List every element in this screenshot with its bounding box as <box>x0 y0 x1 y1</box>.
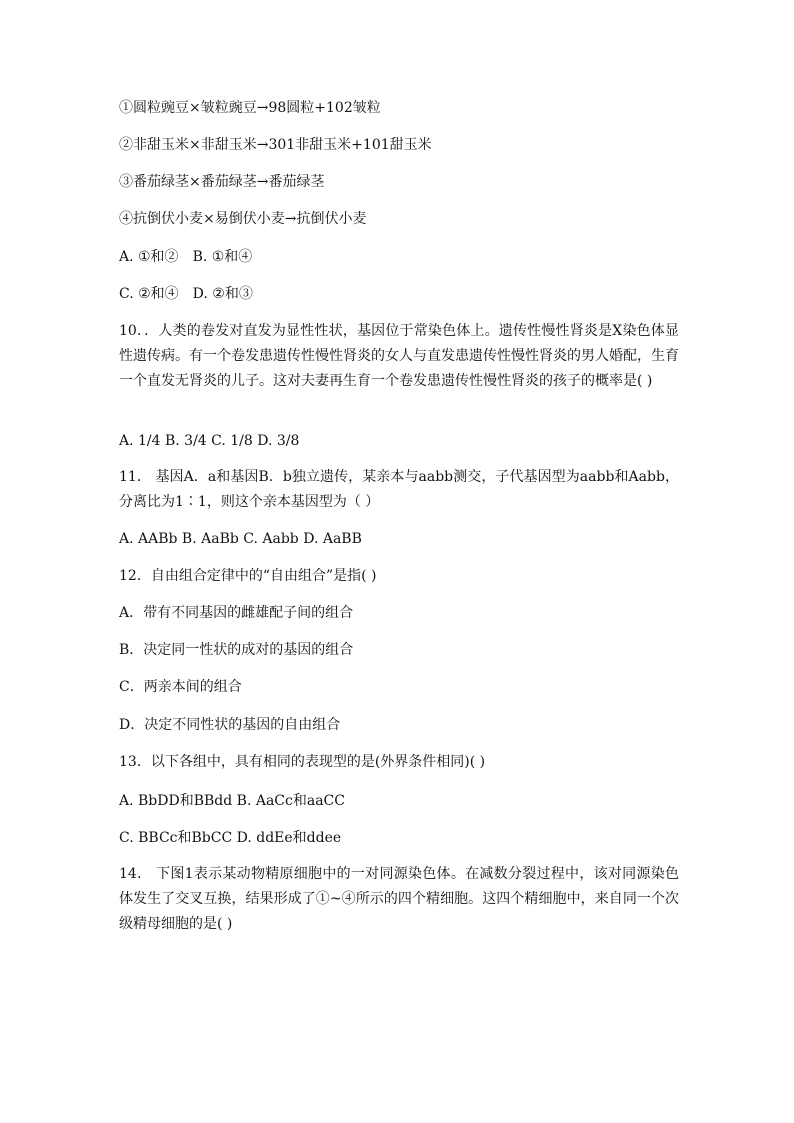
q9-option-b: B. ①和④ <box>192 249 253 265</box>
cross-item-2: ②非甜玉米×非甜玉米→301非甜玉米+101甜玉米 <box>119 137 432 153</box>
q12-stem: 12．自由组合定律中的“自由组合”是指( ) <box>119 568 377 584</box>
cross-item-1: ①圆粒豌豆×皱粒豌豆→98圆粒+102皱粒 <box>119 100 381 116</box>
cross-item-3: ③番茄绿茎×番茄绿茎→番茄绿茎 <box>119 174 325 190</box>
q12-option-d: D．决定不同性状的基因的自由组合 <box>119 717 341 733</box>
q12-option-c: C．两亲本间的组合 <box>119 679 242 695</box>
q10-stem: 10．．人类的卷发对直发为显性性状，基因位于常染色体上。遗传性慢性肾炎是X染色体显性遗传病。有一个卷发患遗传性慢性肾炎的女人与直发患遗传性慢性肾炎的男人婚配，生育一个直发无肾炎的儿子。这对夫妻再生育一个卷发患遗传性慢性肾炎的孩子的概率是( ) <box>119 323 679 389</box>
q9-option-d: D. ②和③ <box>192 286 253 302</box>
q13-options-cd: C. BBCc和BbCC D. ddEe和ddee <box>119 830 342 846</box>
q9-option-a: A. ①和② <box>119 249 179 265</box>
q12-option-b: B．决定同一性状的成对的基因的组合 <box>119 642 354 658</box>
cross-item-4: ④抗倒伏小麦×易倒伏小麦→抗倒伏小麦 <box>119 211 367 227</box>
q13-stem: 13．以下各组中，具有相同的表现型的是(外界条件相同)( ) <box>119 754 486 770</box>
q14-stem: 14． 下图1表示某动物精原细胞中的一对同源染色体。在减数分裂过程中，该对同源染色体发生了交叉互换，结果形成了①~④所示的四个精细胞。这四个精细胞中，来自同一个次级精母细胞的是( ) <box>119 866 679 932</box>
q12-option-a: A．带有不同基因的雌雄配子间的组合 <box>119 605 354 621</box>
q9-options-row-1 <box>119 248 679 266</box>
q11-stem: 11． 基因A．a和基因B．b独立遗传，某亲本与aabb测交，子代基因型为aabb和Aabb，分离比为1∶1，则这个亲本基因型为（ ） <box>119 469 679 510</box>
q11-options: A. AABb B. AaBb C. Aabb D. AaBB <box>119 531 362 547</box>
q13-options-ab: A. BbDD和BBdd B. AaCc和aaCC <box>119 793 345 809</box>
q9-option-c: C. ②和④ <box>119 286 179 302</box>
q10-options: A. 1/4 B. 3/4 C. 1/8 D. 3/8 <box>119 433 300 449</box>
q9-options-row-2 <box>119 285 679 303</box>
